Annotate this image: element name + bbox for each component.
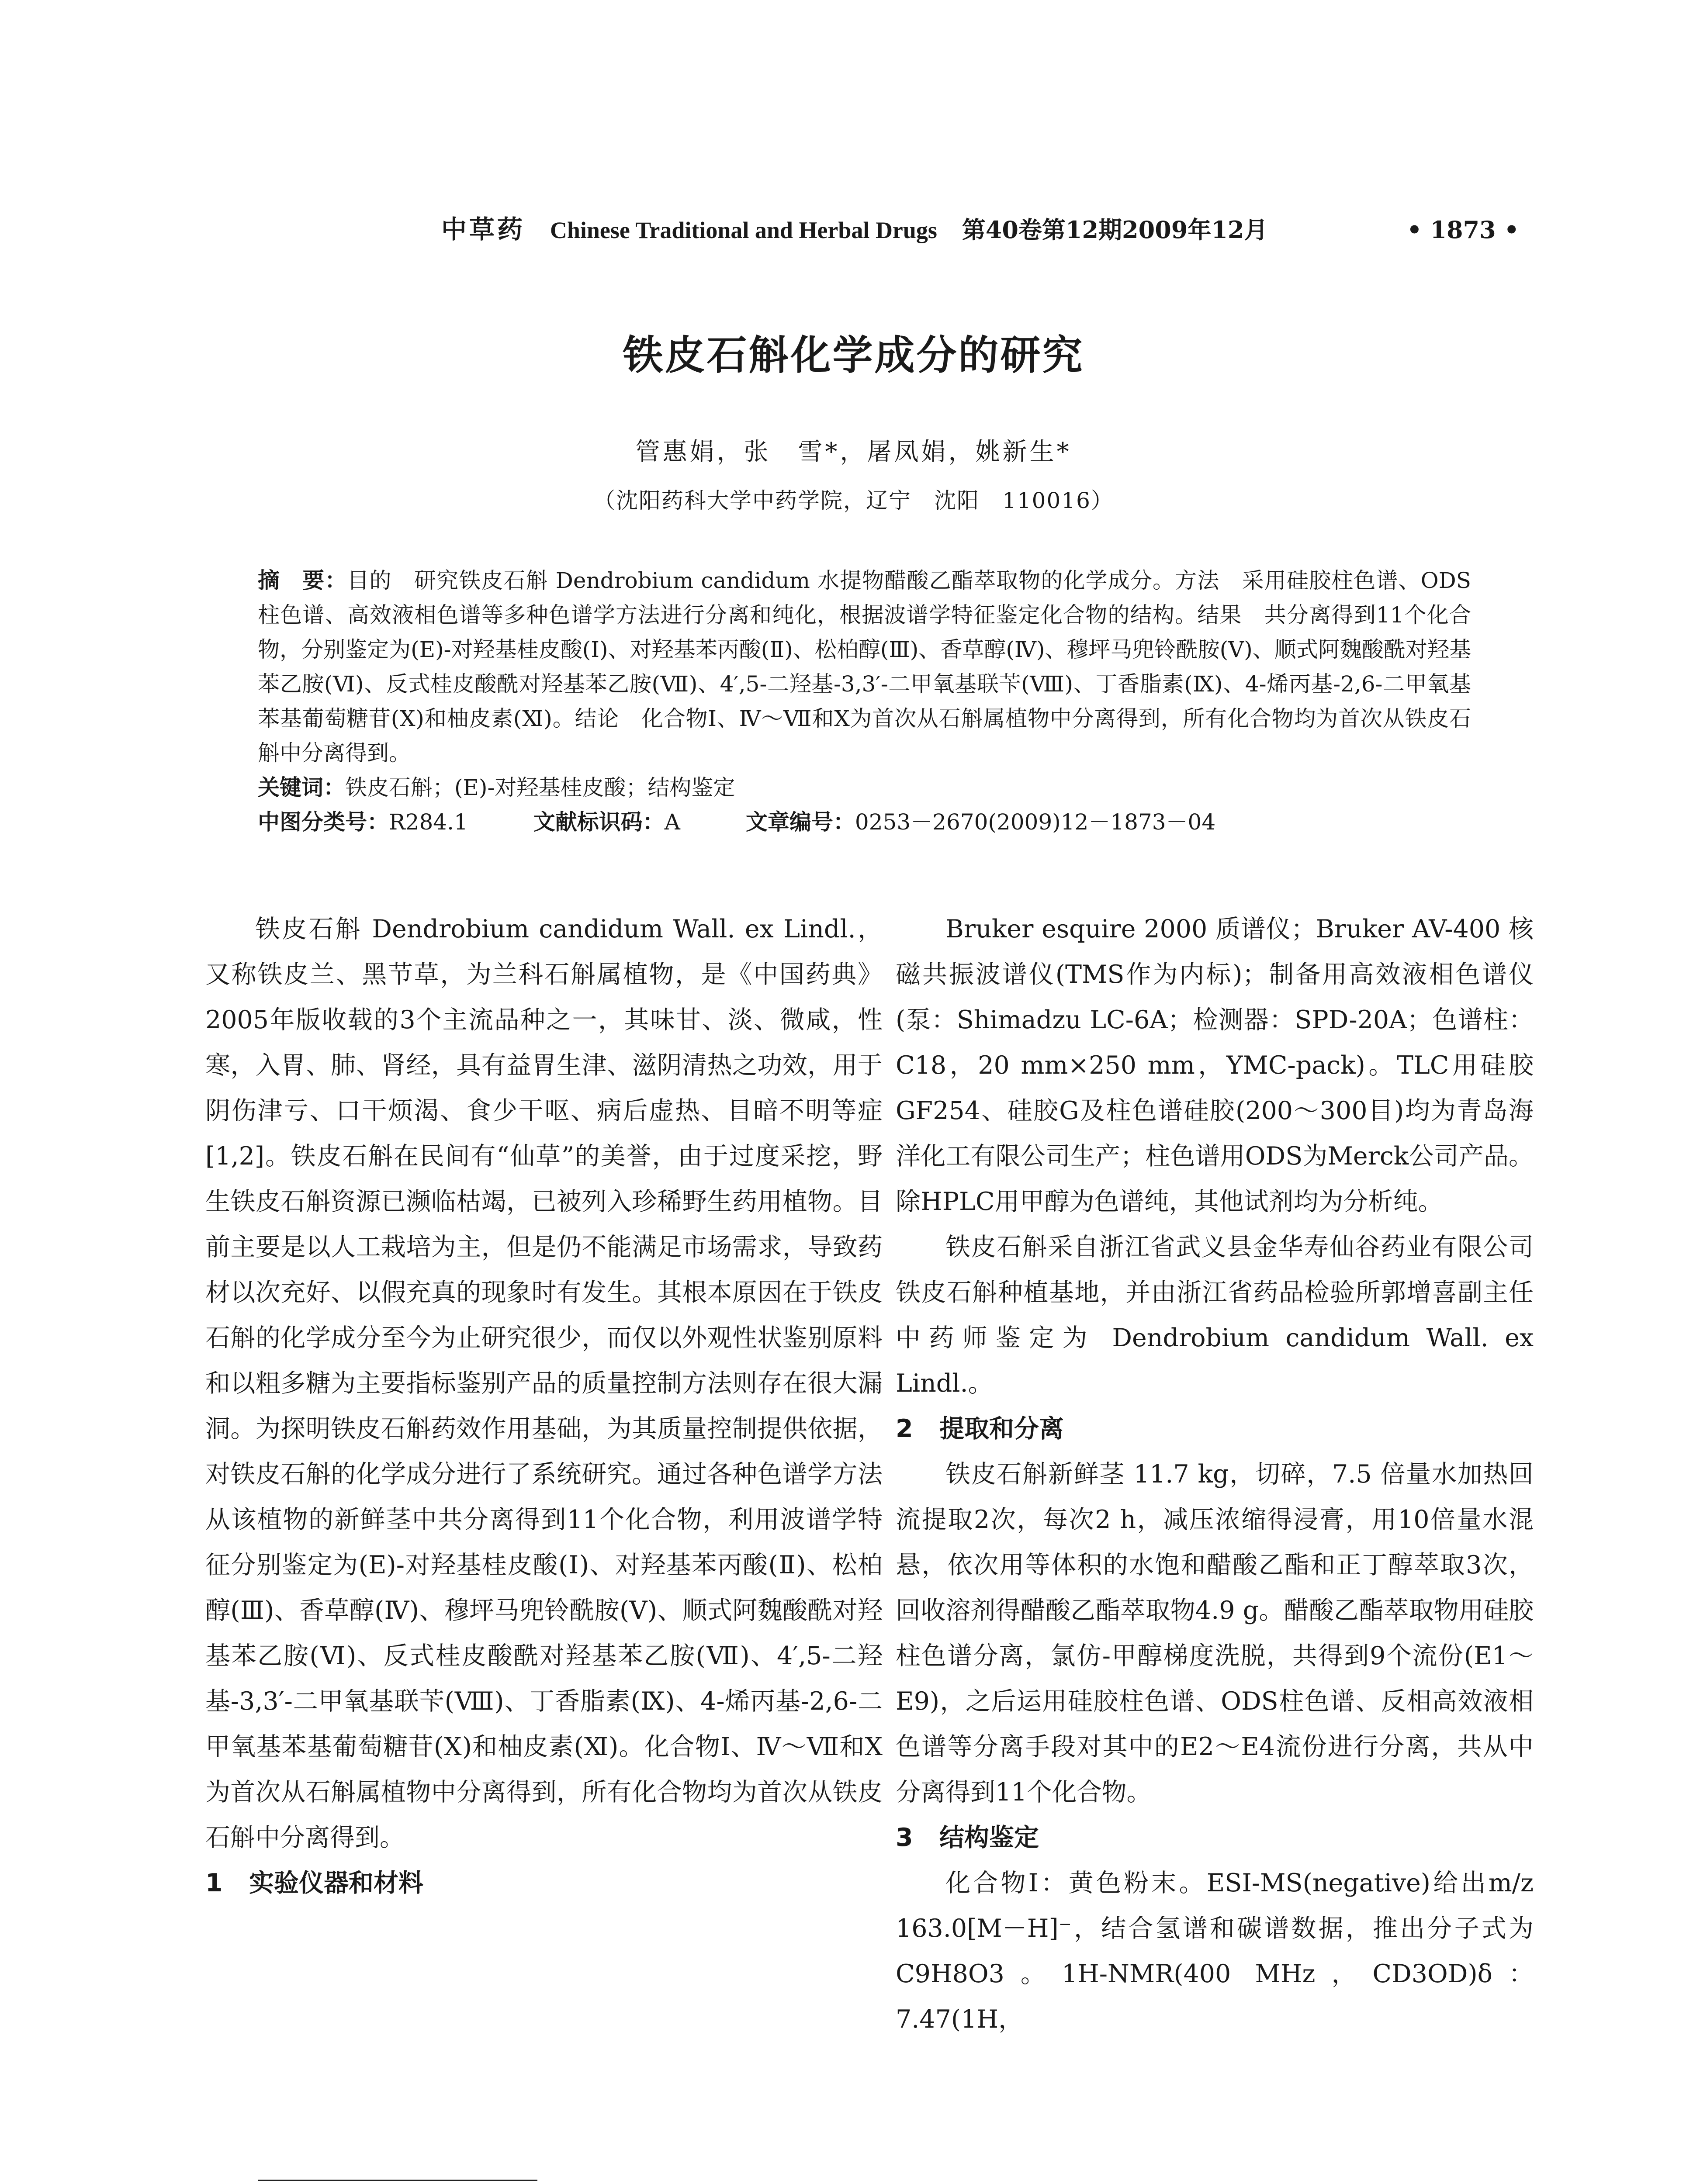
section-3-heading bbox=[896, 1815, 1534, 1860]
keywords-label: 关键词： bbox=[258, 775, 345, 800]
doc-code-label: 文献标识码： bbox=[533, 809, 665, 835]
section-1-heading bbox=[205, 1860, 883, 1906]
section-3-title: 结构鉴定 bbox=[939, 1823, 1039, 1852]
journal-name-en: Chinese Traditional and Herbal Drugs bbox=[550, 217, 937, 243]
section-2-title: 提取和分离 bbox=[939, 1414, 1064, 1443]
article-title: 铁皮石斛化学成分的研究 bbox=[623, 332, 1084, 379]
clc-value: R284.1 bbox=[389, 809, 468, 835]
section-3-number: 3 bbox=[896, 1823, 913, 1852]
footnote-rule bbox=[258, 2180, 537, 2181]
compound-1-paragraph: 化合物Ⅰ：黄色粉末。ESI-MS(negative)给出m/z 163.0[M－H]⁻，结合氢谱和碳谱数据，推出分子式为C9H8O3。1H-NMR(400 MHz，CD3OD)δ：7.47(1H， bbox=[896, 1869, 1534, 2034]
section-2-number: 2 bbox=[896, 1414, 913, 1443]
right-column bbox=[896, 906, 1534, 2042]
footnotes bbox=[258, 2180, 1532, 2184]
section-2-heading bbox=[896, 1406, 1534, 1451]
running-header bbox=[441, 209, 1519, 245]
affiliation: （沈阳药科大学中药学院，辽宁 沈阳 110016） bbox=[593, 488, 1114, 513]
abstract-block bbox=[258, 563, 1471, 840]
article-number-value: 0253－2670(2009)12－1873－04 bbox=[855, 809, 1216, 835]
clc-label: 中图分类号： bbox=[258, 809, 389, 835]
section-1-title: 实验仪器和材料 bbox=[249, 1869, 423, 1897]
doc-code bbox=[533, 805, 680, 840]
left-column bbox=[205, 906, 883, 1906]
doc-code-value: A bbox=[664, 809, 680, 835]
classification-line bbox=[258, 805, 1471, 840]
abstract bbox=[258, 563, 1471, 771]
instruments-paragraph: Bruker esquire 2000 质谱仪；Bruker AV-400 核磁共振波谱仪(TMS作为内标)；制备用高效液相色谱仪(泵：Shimadzu LC-6A；检测器：SPD-20A；色谱柱：C18，20 mm×250 mm，YMC-pack)。TLC用硅胶GF254、硅胶G及柱色谱硅胶(200～300目)均为青岛海洋化工有限公司生产；柱色谱用ODS为Merck公司产品。除HPLC用甲醇为色谱纯，其他试剂均为分析纯。 bbox=[896, 915, 1534, 1216]
article-number bbox=[746, 805, 1215, 840]
intro-paragraph: 铁皮石斛 Dendrobium candidum Wall. ex Lindl.，又称铁皮兰、黑节草，为兰科石斛属植物，是《中国药典》2005年版收载的3个主流品种之一，其味甘、淡、微咸，性寒，入胃、肺、肾经，具有益胃生津、滋阴清热之功效，用于阴伤津亏、口干烦渴、食少干呕、病后虚热、目暗不明等症[1,2]。铁皮石斛在民间有“仙草”的美誉，由于过度采挖，野生铁皮石斛资源已濒临枯竭，已被列入珍稀野生药用植物。目前主要是以人工栽培为主，但是仍不能满足市场需求，导致药材以次充好、以假充真的现象时有发生。其根本原因在于铁皮石斛的化学成分至今为止研究很少，而仅以外观性状鉴别原料和以粗多糖为主要指标鉴别产品的质量控制方法则存在很大漏洞。为探明铁皮石斛药效作用基础，为其质量控制提供依据，对铁皮石斛的化学成分进行了系统研究。通过各种色谱学方法从该植物的新鲜茎中共分离得到11个化合物，利用波谱学特征分别鉴定为(E)-对羟基桂皮酸(Ⅰ)、对羟基苯丙酸(Ⅱ)、松柏醇(Ⅲ)、香草醇(Ⅳ)、穆坪马兜铃酰胺(Ⅴ)、顺式阿魏酸酰对羟基苯乙胺(Ⅵ)、反式桂皮酸酰对羟基苯乙胺(Ⅶ)、4′,5-二羟基-3,3′-二甲氧基联苄(Ⅷ)、丁香脂素(Ⅸ)、4-烯丙基-2,6-二甲氧基苯基葡萄糖苷(Ⅹ)和柚皮素(Ⅺ)。化合物Ⅰ、Ⅳ～Ⅶ和Ⅹ为首次从石斛属植物中分离得到，所有化合物均为首次从铁皮石斛中分离得到。 bbox=[205, 915, 883, 1852]
keywords-text: 铁皮石斛；(E)-对羟基桂皮酸；结构鉴定 bbox=[345, 775, 735, 800]
page-number: • 1873 • bbox=[1407, 216, 1519, 244]
article-number-label: 文章编号： bbox=[745, 809, 855, 835]
abstract-text: 目的 研究铁皮石斛 Dendrobium candidum 水提物醋酸乙酯萃取物的化学成分。方法 采用硅胶柱色谱、ODS柱色谱、高效液相色谱等多种色谱学方法进行分离和纯化，根据波谱学特征鉴定化合物的结构。结果 共分离得到11个化合物，分别鉴定为(E)-对羟基桂皮酸(Ⅰ)、对羟基苯丙酸(Ⅱ)、松柏醇(Ⅲ)、香草醇(Ⅳ)、穆坪马兜铃酰胺(Ⅴ)、顺式阿魏酸酰对羟基苯乙胺(Ⅵ)、反式桂皮酸酰对羟基苯乙胺(Ⅶ)、4′,5-二羟基-3,3′-二甲氧基联苄(Ⅷ)、丁香脂素(Ⅸ)、4-烯丙基-2,6-二甲氧基苯基葡萄糖苷(Ⅹ)和柚皮素(Ⅺ)。结论 化合物Ⅰ、Ⅳ～Ⅶ和Ⅹ为首次从石斛属植物中分离得到，所有化合物均为首次从铁皮石斛中分离得到。 bbox=[258, 568, 1471, 766]
section-1-number: 1 bbox=[205, 1869, 223, 1897]
authors: 管惠娟，张 雪*，屠凤娟，姚新生* bbox=[635, 438, 1072, 466]
running-header-left bbox=[441, 209, 1285, 245]
material-paragraph: 铁皮石斛采自浙江省武义县金华寿仙谷药业有限公司铁皮石斛种植基地，并由浙江省药品检验所郭增喜副主任中药师鉴定为 Dendrobium candidum Wall. ex Lindl.。 bbox=[896, 1233, 1534, 1398]
journal-name-cn: 中草药 bbox=[441, 214, 526, 244]
extraction-paragraph: 铁皮石斛新鲜茎 11.7 kg，切碎，7.5 倍量水加热回流提取2次，每次2 h，减压浓缩得浸膏，用10倍量水混悬，依次用等体积的水饱和醋酸乙酯和正丁醇萃取3次，回收溶剂得醋酸乙酯萃取物4.9 g。醋酸乙酯萃取物用硅胶柱色谱分离，氯仿-甲醇梯度洗脱，共得到9个流份(E1～E9)，之后运用硅胶柱色谱、ODS柱色谱、反相高效液相色谱等分离手段对其中的E2～E4流份进行分离，共从中分离得到11个化合物。 bbox=[896, 1460, 1534, 1807]
clc-number bbox=[258, 805, 468, 840]
keywords bbox=[258, 771, 1471, 805]
issue-info: 第40卷第12期2009年12月 bbox=[962, 216, 1268, 244]
abstract-label: 摘 要： bbox=[258, 568, 347, 593]
